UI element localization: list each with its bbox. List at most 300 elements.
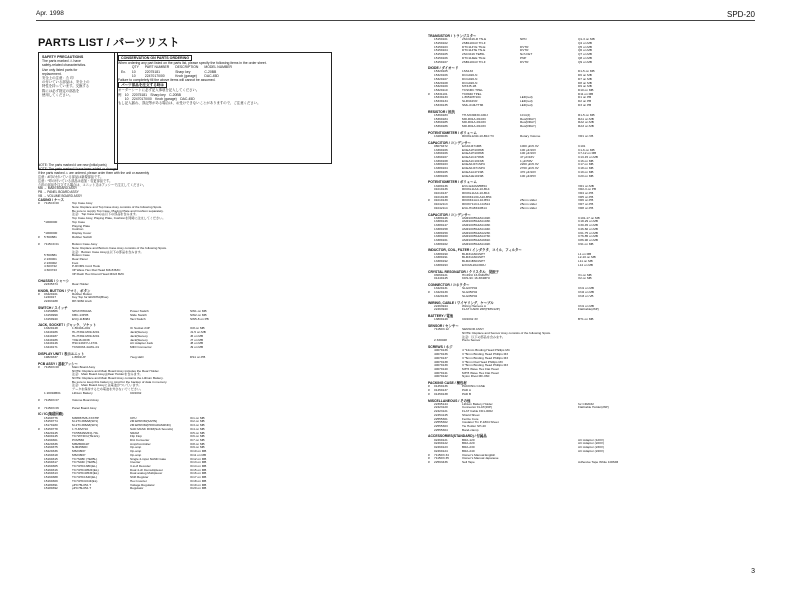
part-number: 13399166 <box>434 147 448 152</box>
part-name: Band-clamp <box>462 427 479 432</box>
part-name: 注意：Main Board AssyはRear Holderを含みます。 <box>72 372 143 377</box>
part-name: 注意：以下の部品を含みます。 <box>462 334 506 339</box>
part-location: D1-5 on MB <box>578 69 595 74</box>
part-name: TC5564NMFQ-70L <box>72 430 99 435</box>
part-name: TCN0033-4AWL-01 <box>72 345 100 350</box>
part-name: ECEA1C101SB <box>462 158 484 163</box>
part-location: VR2-3 on PB <box>578 187 597 192</box>
part-row <box>428 135 758 139</box>
part-location: D6 on MB <box>578 73 592 78</box>
part-number: 15159106 <box>434 55 448 60</box>
part-number: 2 230002 <box>44 260 57 265</box>
part-name: ECEA1E101SB <box>462 173 484 178</box>
part-mark: # <box>428 459 430 464</box>
note-line: If the parts marked ⚠ are ordered, please order them with the unit or assembly <box>38 170 150 175</box>
part-name: Rear Holder <box>72 281 89 286</box>
part-name: M3*6 Wave Hex Flat Head <box>462 367 499 371</box>
part-location: FlatCable(26P) <box>578 307 599 312</box>
part-name: 2SC3416 TE85L <box>462 52 485 57</box>
part-description: 47 μF/16V <box>520 154 535 159</box>
part-description: AC Adapter Jack <box>130 341 154 346</box>
part-location: VR7 on PB <box>578 202 594 207</box>
part-description: 25mm slider <box>520 202 537 207</box>
part-location: IC9 on MB <box>190 445 205 450</box>
part-location: IC8 on MB <box>190 326 205 331</box>
part-location: IC8 on MB <box>190 441 205 446</box>
conservation-cell: DESCRIPTION <box>175 65 199 70</box>
part-location: D8 on MB <box>578 80 592 85</box>
part-location: SW1 on MB <box>190 309 207 314</box>
part-number: 15329105 <box>434 69 448 74</box>
part-description: 1 μF/50V <box>520 158 533 163</box>
part-location: IC12 on MB <box>190 456 207 461</box>
part-description: Hex Inverter <box>130 478 147 483</box>
part-mark: # <box>428 198 430 203</box>
part-name: BLM31A601SPT <box>462 255 486 260</box>
part-location: CN3 on VB <box>578 293 594 298</box>
part-location: for CR2032 <box>578 401 594 406</box>
part-description: SRAM <box>130 430 139 435</box>
part-number: 22555302 <box>434 420 448 425</box>
note-line: NOTE: The parts marked # are new (initial parts) <box>38 163 107 167</box>
part-location: SW5-8 on PB <box>190 316 209 321</box>
safety-line: 際には必ず指定の部品を <box>42 88 80 93</box>
part-name: Key Top for ED/DHA(Blue) <box>72 295 109 300</box>
part-location: RA1 on MB <box>578 116 594 121</box>
part-number: 15329110 <box>434 88 448 93</box>
part-number: 13389191 <box>434 255 448 260</box>
part-name: HC49/U 16.934MHz <box>462 272 490 277</box>
part-number: 15169305 <box>44 464 58 469</box>
part-name: Main Board Assy <box>72 364 96 369</box>
part-mark: # <box>428 452 430 457</box>
part-number: 22555301 <box>434 416 448 421</box>
part-number: 01042114 <box>434 205 448 210</box>
safety-line: The parts marked ⚠ have <box>42 59 81 64</box>
part-name: Lithium Battery Holder <box>462 401 493 406</box>
part-location: IC14 on MB <box>190 464 207 469</box>
part-location: J9 on MB <box>190 345 204 350</box>
part-location: C86-90 on MB <box>578 238 598 243</box>
part-description <box>520 264 578 268</box>
conservation-jp-line: もし記入漏れ、誤記等がある場合は、お受けできないことがありますので、ご注意ください。 <box>118 101 261 106</box>
part-number: 15169317 <box>44 460 58 465</box>
part-number: 01019136 <box>434 187 448 192</box>
note-line: 注意：#印の付いている部品は新規部品です。 <box>38 174 104 179</box>
part-location: C46-60 on MB <box>578 226 598 231</box>
section-heading: WIRING, CABLE / ワイヤリング、ケーブル <box>428 300 494 305</box>
part-number: 15169776 <box>44 415 58 420</box>
part-name: YKE16-0038 <box>72 337 90 342</box>
part-row <box>428 461 758 465</box>
part-description: Jack(Stereo) <box>130 333 148 338</box>
part-number: 13389159 <box>434 230 448 235</box>
part-number: 40079140 <box>434 367 448 371</box>
part-location: Q6 on MB <box>578 48 592 53</box>
part-number: 13429139 <box>434 293 448 298</box>
part-location: X2 on MB <box>578 276 592 281</box>
part-number: 13429131 <box>434 286 448 291</box>
part-number: 15369183 <box>434 112 448 117</box>
part-description: 25mm slider <box>520 205 537 210</box>
part-name: CR2032 3V <box>462 317 478 322</box>
part-row <box>428 207 758 211</box>
part-number: 19829337 <box>44 354 58 359</box>
part-name: AMZ1005S4ZA103K <box>462 219 491 224</box>
part-name: RP-9060 knob <box>72 299 92 304</box>
part-name: M3*8 Wave Hex Flat Head <box>462 370 499 375</box>
part-number: 15329109 <box>434 84 448 89</box>
part-row <box>38 318 408 322</box>
part-number: 01019139 <box>434 198 448 203</box>
part-name: ECEA0J471SPU <box>462 166 486 171</box>
part-name: DCG020-N <box>462 73 478 78</box>
part-location <box>578 429 758 433</box>
part-name: 3P Flash Hex Round Head M3x6 BZC <box>72 271 125 276</box>
conservation-cell: 10 <box>131 73 136 78</box>
part-location: C76-85 on MB <box>578 234 598 239</box>
part-location: C30-45 on MB <box>578 223 598 228</box>
part-mark: # <box>428 391 430 396</box>
part-name: PAD B <box>462 391 472 396</box>
conservation-note: Failure to completely fill the above items will cannot be assumed. <box>118 78 216 83</box>
part-description: Res(RRAY) <box>520 123 536 128</box>
conservation-jp-line: 10 22470170/00 Knob (garage) DAC-45D <box>118 96 195 101</box>
part-name: P-ROMS Cord Hook <box>72 264 101 269</box>
part-name: 2SC3416-R TN-E <box>462 37 487 42</box>
part-name: RK09L11A4-10-B14 <box>462 190 490 195</box>
part-row <box>38 407 408 411</box>
part-location: AC Adaptor (240V) <box>578 448 604 453</box>
part-name: PAD A <box>462 388 471 393</box>
section-heading: JACK, SOCKET / ジャック、ソケット <box>38 323 97 328</box>
part-number: 22555304 <box>434 427 448 432</box>
part-row <box>38 283 408 287</box>
part-location: C18 on MB <box>578 166 594 171</box>
part-number: 01459137 <box>434 388 448 393</box>
part-location: IC13 on MB <box>190 460 207 465</box>
part-mark: # <box>428 290 430 295</box>
part-mark: # <box>38 291 40 296</box>
part-location: IC11 on MB <box>190 452 207 457</box>
part-location: C18-29 on MB <box>578 219 598 224</box>
part-number: 15209145 <box>44 434 58 439</box>
part-location: J8 on MB <box>190 341 204 346</box>
part-description: CPU <box>130 415 137 420</box>
conservation-cell: Sharp key <box>175 69 191 74</box>
part-location: CN2 on MB <box>578 290 594 295</box>
section-heading: TRANSISTOR / トランジスター <box>428 34 477 38</box>
part-number: 22395144 <box>434 401 448 406</box>
part-name: AMZ1005S4ZA102K <box>462 215 491 220</box>
part-number: 03429101 <box>44 291 58 296</box>
part-row <box>428 104 758 108</box>
part-description: D/A Converter <box>130 438 150 442</box>
part-number: 15329108 <box>434 80 448 85</box>
part-name: SLR342VR <box>462 99 478 104</box>
part-location: FlatCable Holder(26P) <box>578 405 609 410</box>
safety-line: 特性を持っています。交換する <box>42 84 90 89</box>
part-location: IC16 on MB <box>190 471 207 476</box>
part-location: D2 on PB <box>578 99 592 104</box>
part-name: TCSN6C TPEL <box>462 88 483 93</box>
part-number: 7115D3 35 <box>434 456 449 461</box>
part-name: 2SB1100-R TN-F <box>462 59 486 64</box>
part-number: 13389158 <box>434 226 448 231</box>
part-name: Insulator Tin P-1804 Sheet <box>462 420 499 425</box>
part-location: C101-17 on MB <box>578 215 600 220</box>
part-name: AMZ1005S4ZA223K <box>462 230 491 235</box>
part-name: Sell Tape <box>462 459 475 464</box>
part-description: LED(red) <box>520 102 533 107</box>
part-description: Res(RRAY) <box>520 116 536 121</box>
part-number: 7115C9 00 <box>44 201 59 206</box>
part-location: SW2 on MB <box>190 312 207 317</box>
section-heading: IC / IC(集積回路) <box>38 412 64 417</box>
part-name: TC7S08F (TE85L) <box>72 456 98 461</box>
part-name: Top Case Assy, Playing Plate, Cushionを同時に注文してください。 <box>72 216 166 221</box>
part-name: RK09L11A4-10-B14 <box>462 187 490 192</box>
part-description: 2M EPROM(PROGRAM2ND) <box>130 423 171 428</box>
conservation-cols <box>118 65 235 69</box>
part-name: Bottom Case Assy <box>72 242 98 247</box>
part-number: 5 560881 <box>44 253 57 258</box>
part-name: μPC78L05J-T <box>72 482 92 487</box>
part-number: 15159778 <box>44 426 58 431</box>
safety-line: replacement. <box>42 71 62 76</box>
part-name: 注意：Top Case Assyは以下の部品を含みます。 <box>72 212 139 217</box>
part-location: Q8 on MB <box>578 55 592 60</box>
part-number: 13389160 <box>434 234 448 239</box>
part-location: X1 on MB <box>578 272 592 277</box>
safety-line: 安全上の注意：⚠ 印 <box>42 76 74 81</box>
part-location <box>578 393 758 397</box>
part-description: 100 μF/16V <box>520 151 537 156</box>
part-number: 13449186 <box>44 330 58 335</box>
part-location: Q5 on MB <box>578 44 592 49</box>
part-name: ECEA1H100SB <box>462 151 484 156</box>
part-description: Op-amp <box>130 449 142 454</box>
part-description: 3-to-8 Decoder <box>130 464 151 469</box>
part-location: IC6 on MB <box>190 434 205 439</box>
part-description <box>520 318 578 322</box>
part-location: Q1-3 on MB <box>578 37 595 42</box>
part-description <box>520 375 578 379</box>
part-name: Note: Replace and Top Case Assy consists of the following Spots. <box>72 204 163 209</box>
part-name: SML-010LTT86 <box>462 102 484 107</box>
section-heading: MISCELLANEOUS / その他 <box>428 398 471 403</box>
part-name: ECEA0J471SPU <box>462 162 486 167</box>
section-heading: CONNECTOR / コネクター <box>428 283 470 288</box>
part-location: L2-10 on MB <box>578 255 596 260</box>
section-heading: SCREWS / ネジ <box>428 345 453 350</box>
part-location: J6 on MB <box>190 333 204 338</box>
part-name: Tie Holder SH-40 <box>462 424 486 429</box>
part-location <box>190 407 408 411</box>
note-line: VB → VOLUME BOARD ASSY <box>38 194 83 199</box>
part-description: Dual 4-ch Demultiplexer <box>130 467 164 472</box>
part-location: L1 on MB <box>578 251 592 256</box>
part-name: M5238FP <box>72 449 86 454</box>
part-number: 40079137 <box>434 355 448 360</box>
part-name: SLG05P04 <box>462 290 478 295</box>
part-name: DTC114YE TN-E <box>462 44 486 49</box>
part-name: Display Cover <box>72 230 92 235</box>
part-description: Flip Flop <box>130 434 142 439</box>
conservation-jp-line: 例 10 22075181 Sharp key C-20BB <box>118 92 181 97</box>
part-location: C91 on MB <box>578 241 594 246</box>
conservation-text: When ordering any part listed on the parts list, please specify the following items in the order sheet. <box>118 61 267 66</box>
part-row <box>428 375 758 379</box>
conservation-cell: Ex. <box>121 69 126 74</box>
part-location: RA3 on MB <box>578 123 594 128</box>
part-description: Power Switch <box>130 309 149 314</box>
section-heading: PCB ASSY / 基板アッシー <box>38 361 79 366</box>
part-name: EVU-E2AM25B54 <box>462 183 487 188</box>
part-number: 22423120 <box>434 405 448 410</box>
part-number: 40079136 <box>434 352 448 357</box>
section-heading: CASING / ケース <box>38 198 65 202</box>
part-name: SLG05P04 <box>462 293 478 298</box>
part-description: Res(RRAY) <box>520 120 536 125</box>
part-number: 15339133 <box>434 95 448 100</box>
part-description: 100 μF/16V <box>520 147 537 152</box>
part-location: C101 <box>578 143 586 148</box>
part-location: J7 on MB <box>190 337 204 342</box>
part-number: 40079136 <box>434 348 448 353</box>
part-number: *1000000 <box>44 219 58 224</box>
part-row <box>428 318 758 322</box>
part-description: Jack(Stereo) <box>130 337 148 342</box>
part-location: IC17 on MB <box>190 475 207 480</box>
part-name: BRA-220 <box>462 441 475 446</box>
part-number: 40079139 <box>434 363 448 368</box>
part-location: D1 on PB <box>578 95 592 100</box>
part-number: 15229145 <box>44 430 58 435</box>
part-name: Note: Replace and Bottom Case Assy consists of the following Spots. <box>72 245 167 250</box>
part-location: BT1 on MB <box>578 317 594 322</box>
part-number: 15189391 <box>44 482 58 487</box>
part-row <box>38 346 408 350</box>
part-number: 4 603723 <box>44 268 57 273</box>
header-model: SPD-20 <box>726 10 755 19</box>
part-name: 2SB1100-R TN-F <box>462 40 486 45</box>
part-number: 5 560881 <box>44 234 57 239</box>
conservation-jp-lines <box>118 88 328 105</box>
page-title: PARTS LIST / パーツリスト <box>38 37 180 49</box>
part-number: 15369184 <box>434 116 448 121</box>
part-number <box>44 273 72 277</box>
part-number: 40079138 <box>434 359 448 364</box>
part-name: Rear Panel <box>72 256 88 261</box>
part-description: Shift Register <box>130 475 149 480</box>
part-number: 15159107 <box>434 59 448 64</box>
part-number: 13159886 <box>44 309 58 314</box>
header-rule <box>36 20 755 21</box>
part-name: Lithium Battery <box>72 390 93 395</box>
part-name: BLM31A601SPT <box>462 251 486 256</box>
part-description: 470 μF/10V <box>520 169 537 174</box>
conservation-box <box>114 52 332 164</box>
part-mark: # <box>38 242 40 247</box>
note-line: NOTE: The parts marked * have been added or changed <box>38 166 119 171</box>
part-location <box>578 375 758 379</box>
part-location: IC4 on MB <box>190 426 205 431</box>
part-row <box>38 300 408 304</box>
conservation-jp-line: オーダーシートに必ず記入事項を記入してください。 <box>118 88 200 93</box>
part-name: Foot <box>72 260 79 265</box>
part-location: CN1 on MB <box>578 303 594 308</box>
right-parts-column <box>428 32 758 465</box>
part-description: Amp/Controller <box>130 441 151 446</box>
safety-line: Use only listed parts for <box>42 67 78 72</box>
part-name: ECA0J471MB <box>462 143 482 148</box>
part-description <box>520 277 578 281</box>
part-number: 22493188 <box>44 299 58 304</box>
part-name: Rubber Button <box>72 291 92 296</box>
part-row <box>428 277 758 281</box>
part-location: Adhesive Tape White 100MM <box>578 459 619 464</box>
note-line: 注意：*印の付いている部品は追加・変更部品です。 <box>38 178 113 183</box>
part-number: 01019137 <box>434 190 448 195</box>
part-description <box>520 295 578 299</box>
part-number: 15159105 <box>434 52 448 57</box>
part-description: Regulator <box>130 486 144 491</box>
part-number: 15329106 <box>434 73 448 78</box>
part-number: 22335374 <box>44 281 58 286</box>
part-number: 13399166 <box>434 151 448 156</box>
part-number: 13389162 <box>434 241 448 246</box>
part-description: DVTR <box>520 59 529 64</box>
section-heading: INDUCTOR, COIL, FILTER / インダクタ、コイル、フィルター <box>428 248 522 253</box>
part-name: 3 *6mm Binding Head Phillips M3 <box>462 355 508 360</box>
part-row <box>38 356 408 360</box>
part-number: *1000000 <box>44 230 58 235</box>
part-description: LED(red) <box>520 99 533 104</box>
part-number: 13329148 <box>44 326 58 331</box>
section-heading: DIODE / ダイオード <box>428 66 459 71</box>
part-description: 10 Ω(J) <box>520 112 531 117</box>
conservation-cell: C-20BB <box>204 69 217 74</box>
part-location: C19 on MB <box>578 169 594 174</box>
section-heading: DISPLAY UNIT / 表示ユニット <box>38 351 85 356</box>
part-number: 15169313 <box>44 471 58 476</box>
safety-heading: SAFETY PRECAUTIONS <box>42 55 84 59</box>
part-name: DTC114EE TN-E <box>462 55 486 60</box>
conservation-cell: Knob (garage) <box>175 73 197 78</box>
part-location: AC Adaptor (230V) <box>578 445 604 450</box>
part-number: 13389192 <box>434 259 448 264</box>
part-location: D9 on MB <box>578 84 592 89</box>
part-location <box>190 300 408 304</box>
part-location: C20 on MB <box>578 173 594 178</box>
part-number: 15331101 <box>434 91 448 96</box>
part-name: 1SS133 <box>462 69 474 74</box>
part-location: VR6 on PB <box>578 198 594 203</box>
conservation-heading: CONSERVATION ON PARTS ORDERING <box>118 55 192 61</box>
part-number: 03069121 <box>434 272 448 277</box>
section-heading: CHASSIS / シャーシ <box>38 278 70 283</box>
part-description <box>520 243 578 247</box>
conservation-table <box>118 65 235 78</box>
part-name: AMZ1005S4ZA473K <box>462 234 491 239</box>
part-number: 02469123 <box>434 445 448 450</box>
part-number: 13449187 <box>44 333 58 338</box>
part-location: VR1 on VB <box>578 133 594 138</box>
part-number: 13389163 <box>434 162 448 167</box>
part-location: IC10 on MB <box>190 449 207 454</box>
part-number: 22555303 <box>434 424 448 429</box>
